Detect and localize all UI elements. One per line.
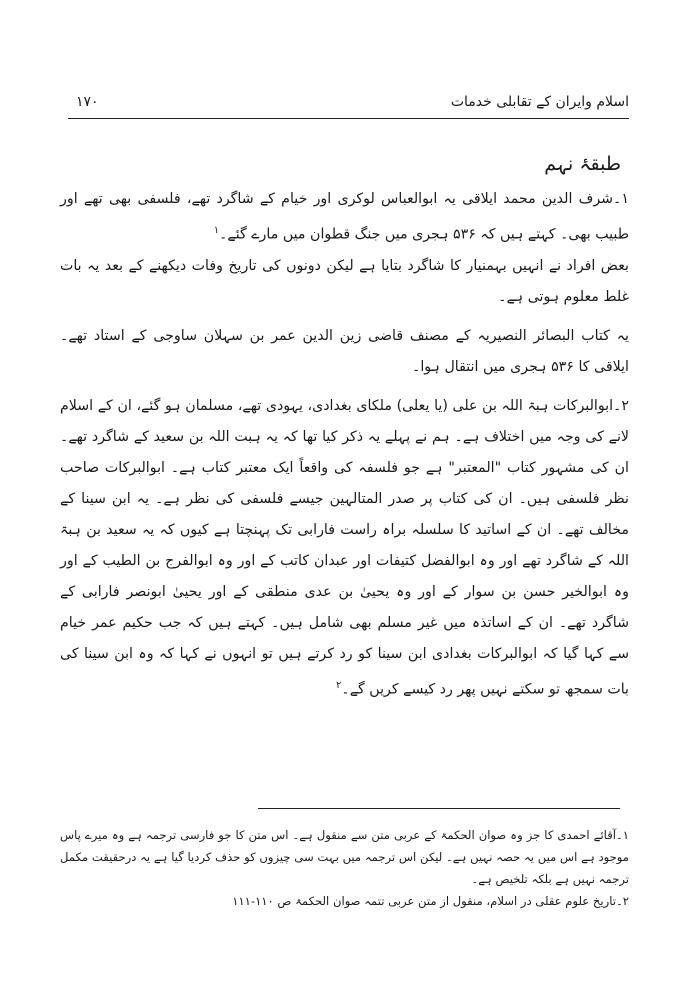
footnote-2: ۲۔تاریخ علوم عقلی در اسلام، منقول از متن عربی تتمہ صوان الحکمۃ ص ۱۱۰-۱۱۱ (232, 894, 629, 908)
body-text (60, 150, 629, 705)
paragraph-sharafuddin (60, 184, 629, 251)
paragraph-gap (60, 313, 629, 321)
paragraph-text: ۲۔ابوالبرکات ہبۃ اللہ بن علی (یا یعلی) ملکای بغدادی، یہودی تھے، مسلمان ہو گئے، ان کے اسلام لانے کی وجہ میں اختلاف ہے۔ ہم نے پہلے یہ ذکر کیا تھا کہ یہ ہبت اللہ بن سعید کے شاگرد تھے۔ ان کی مشہور کتاب "المعتبر" ہے جو فلسفہ کی واقعاً ایک معتبر کتاب ہے۔ ابوالبرکات صاحب نظر فلسفی ہیں۔ ان کی کتاب پر صدر المتالہین جیسے فلسفی کی نظر ہے۔ یہ ابن سینا کے مخالف تھے۔ ان کے اساتید کا سلسلہ براہ راست فارابی تک پہنچتا ہے کیوں کہ یہ سعید بن ہبۃ اللہ کے شاگرد تھے اور وہ ابوالفضل کتیفات اور عبدان کاتب کے اور وہ ابوالفرج بن الطیب کے اور وہ ابوالخیر حسن بن سوار کے اور وہ یحییٰ بن عدی منطقی کے اور یحییٰ ابونصر فارابی کے شاگرد تھے۔ ان کے اساتذہ میں غیر مسلم بھی شامل ہیں۔ کہتے ہیں کہ جب حکیم عمر خیام سے کہا گیا کہ ابوالبرکات بغدادی ابن سینا کو رد کرتے ہیں تو انہوں نے کہا کہ وہ ابن سینا کی بات سمجھ تو سکتے نہیں پھر رد کیسے کریں گے۔ (60, 397, 629, 698)
paragraph-text: ۱۔شرف الدین محمد ایلاقی یہ ابوالعباس لوکری اور خیام کے شاگرد تھے، فلسفی بھی تھے اور طبیب بھی۔ کہتے ہیں کہ ۵۳۶ ہجری میں جنگ قطوان میں مارے گئے۔ (60, 191, 629, 243)
footnote-divider (258, 808, 620, 809)
paragraph-abul-barakat (60, 391, 629, 706)
footnote-1: ۱۔آقائے احمدی کا جز وہ صوان الحکمۃ کے عربی متن سے منقول ہے۔ اس متن کا جو فارسی ترجمہ ہے وہ میرے پاس موجود ہے اس میں یہ حصہ نہیں ہے۔ لیکن اس ترجمہ میں بہت سی چیزوں کو حذف کردیا گیا ہے یہ درحقیقت مکمل ترجمہ نہیں ہے بلکہ تلخیص ہے۔ (60, 828, 629, 886)
paragraph-bahmanyar: بعض افراد نے انہیں بہمنیار کا شاگرد بتایا ہے لیکن دونوں کی تاریخ وفات دیکھنے کے بعد یہ بات غلط معلوم ہوتی ہے۔ (60, 257, 629, 305)
footnote-ref: ۲ (336, 679, 342, 691)
running-title: اسلام وایران کے تقابلی خدمات (450, 94, 629, 110)
footnotes (60, 824, 629, 912)
footnote-ref: ۱ (213, 225, 220, 236)
page-header (68, 92, 629, 119)
paragraph-basair: یہ کتاب البصائر النصیریہ کے مصنف قاضی زین الدین عمر بن سہلان ساوجی کے استاد تھے۔ ایلاقی کا ۵۳۶ ہجری میں انتقال ہوا۔ (60, 327, 629, 375)
page-number: ۱۷۰ (76, 94, 99, 110)
section-heading: طبقۂ نہم (544, 153, 621, 175)
paragraph-gap (60, 383, 629, 391)
